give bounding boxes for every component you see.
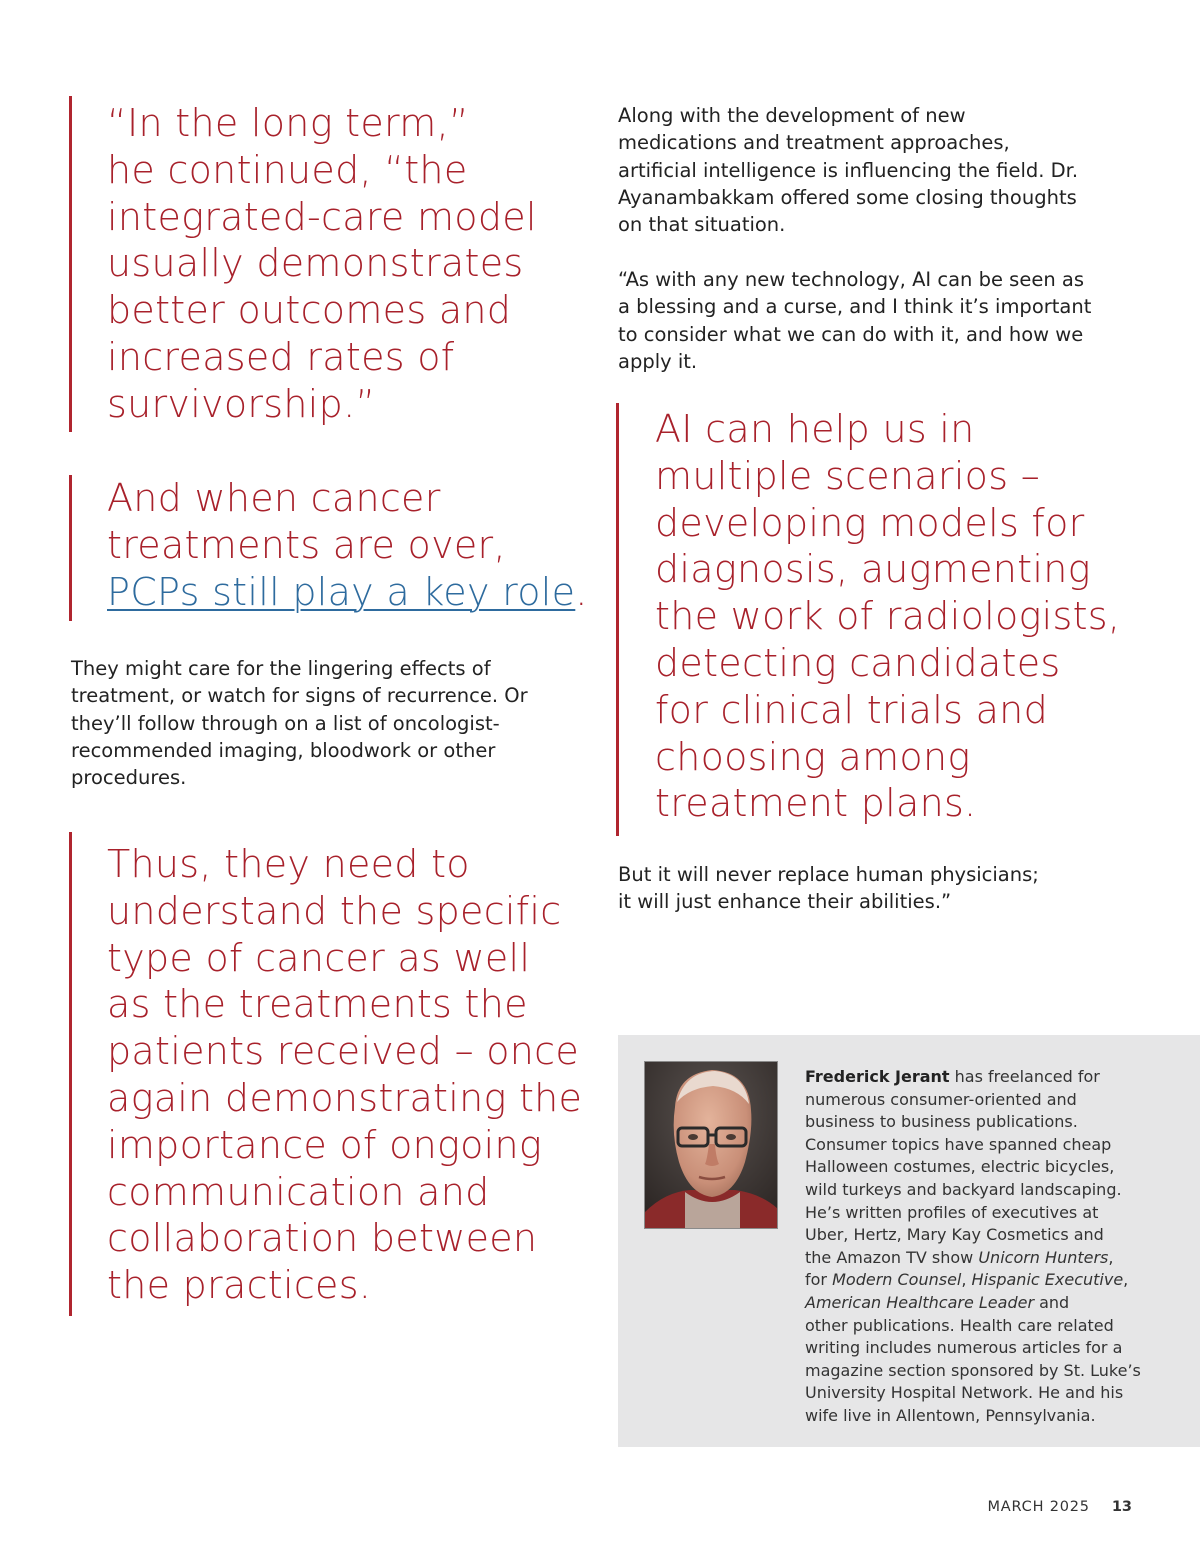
- quote-line: treatment plans.: [655, 781, 977, 826]
- text-line: they’ll follow through on a list of oncologist-: [71, 711, 500, 735]
- pull-quote-pcps: [69, 475, 588, 621]
- text-line: it will just enhance their abilities.”: [618, 890, 952, 914]
- text-line: “As with any new technology, AI can be seen as: [618, 268, 1084, 291]
- quote-line: AI can help us in: [655, 407, 975, 451]
- bio-line: wife live in Allentown, Pennsylvania.: [805, 1405, 1096, 1425]
- quote-line: understand the specific: [107, 888, 562, 933]
- quote-line: [107, 569, 588, 616]
- bio-line: He’s written profiles of executives at: [805, 1202, 1099, 1222]
- quote-line: increased rates of: [107, 334, 455, 379]
- bio-line: other publications. Health care related: [805, 1315, 1114, 1335]
- bio-line: magazine section sponsored by St. Luke’s: [805, 1360, 1141, 1380]
- quote-line: choosing among: [655, 734, 971, 779]
- quote-line: better outcomes and: [107, 288, 512, 333]
- author-bio-box: [618, 1035, 1200, 1447]
- quote-line: for clinical trials and: [655, 687, 1048, 732]
- bio-line: American Healthcare Leader and: [805, 1292, 1070, 1312]
- text-line: treatment, or watch for signs of recurrence. Or: [71, 684, 528, 708]
- author-bio-text: Frederick Jerant has freelanced for numerous consumer-oriented and business to business publications. Consumer topics have spanned cheap Halloween costumes, electric bicycles, wild turkeys and backyard landscaping. He’s written profiles of executives at Uber, Hertz, Mary Kay Cosmetics and the Amazon TV show Unicorn Hunters, for Modern Counsel, Hispanic Executive, American Healthcare Leader and other publications. Health care related writing includes numerous articles for a magazine section sponsored by St. Luke’s University Hospital Network. He and his wife live in Allentown, Pennsylvania.: [805, 1066, 1185, 1428]
- text-line: artificial intelligence is influencing the field. Dr.: [618, 158, 1079, 182]
- quote-line: usually demonstrates: [107, 241, 524, 286]
- quote-line: multiple scenarios –: [655, 453, 1040, 498]
- text-line: a blessing and a curse, and I think it’s important: [618, 295, 1092, 319]
- quote-line: he continued, “the: [107, 147, 468, 192]
- quote-line: diagnosis, augmenting: [655, 547, 1091, 592]
- pull-quote-understand: [69, 832, 582, 1316]
- page-footer: [960, 1499, 1132, 1515]
- quote-line: type of cancer as well: [107, 935, 531, 980]
- bio-line: University Hospital Network. He and his: [805, 1383, 1124, 1403]
- quote-line: integrated-care model: [107, 194, 537, 239]
- quote-line: “In the long term,”: [107, 101, 469, 145]
- quote-line: And when cancer: [107, 476, 441, 520]
- quote-line: detecting candidates: [655, 640, 1061, 685]
- quote-line: treatments are over,: [107, 522, 506, 567]
- text-line: to consider what we can do with it, and how we: [618, 322, 1084, 346]
- quote-line: survivorship.”: [107, 381, 376, 426]
- quote-line: collaboration between: [107, 1216, 538, 1261]
- paragraph-lingering-effects: [71, 655, 528, 791]
- text-line: on that situation.: [618, 213, 786, 237]
- bio-line: Halloween costumes, electric bicycles,: [805, 1157, 1115, 1177]
- pull-quote-long-term: [69, 96, 537, 432]
- page-number: 13: [1111, 1499, 1132, 1515]
- quote-line: again demonstrating the: [107, 1075, 583, 1120]
- text-line: They might care for the lingering effects of: [71, 657, 491, 680]
- bio-line: the Amazon TV show Unicorn Hunters,: [805, 1247, 1114, 1267]
- paragraph-ai-close: [618, 861, 1039, 916]
- bio-line: for Modern Counsel, Hispanic Executive,: [805, 1270, 1129, 1290]
- bio-line: numerous consumer-oriented and: [805, 1089, 1077, 1109]
- pcps-key-role-link[interactable]: PCPs still play a key role: [107, 569, 576, 614]
- text-line: But it will never replace human physicians;: [618, 863, 1039, 886]
- quote-line: the work of radiologists,: [655, 594, 1121, 639]
- text-line: apply it.: [618, 349, 698, 373]
- quote-line: importance of ongoing: [107, 1122, 543, 1167]
- quote-period: .: [575, 569, 588, 614]
- text-line: Along with the development of new: [618, 104, 966, 127]
- author-photo: [644, 1061, 778, 1229]
- publication-title: Unicorn Hunters: [978, 1247, 1109, 1267]
- author-name: Frederick Jerant: [805, 1067, 950, 1086]
- publication-title: Hispanic Executive: [971, 1270, 1124, 1290]
- quote-line: communication and: [107, 1169, 490, 1214]
- bio-line: writing includes numerous articles for a: [805, 1338, 1123, 1358]
- text-line: Ayanambakkam offered some closing thoughts: [618, 185, 1077, 209]
- paragraph-ai-intro: [618, 102, 1078, 238]
- quote-line: Thus, they need to: [107, 842, 470, 886]
- bio-line: business to business publications.: [805, 1112, 1078, 1132]
- quote-line: developing models for: [655, 500, 1085, 545]
- publication-title: Modern Counsel: [832, 1270, 962, 1290]
- text-line: medications and treatment approaches,: [618, 131, 1010, 155]
- bio-line: Consumer topics have spanned cheap: [805, 1134, 1112, 1154]
- publication-title: American Healthcare Leader: [805, 1292, 1035, 1312]
- text-line: procedures.: [71, 766, 187, 790]
- quote-line: as the treatments the: [107, 982, 528, 1027]
- pull-quote-ai-help: [616, 403, 1120, 836]
- quote-line: the practices.: [107, 1263, 372, 1308]
- issue-date: MARCH 2025: [987, 1499, 1090, 1515]
- paragraph-ai-quote-start: [618, 266, 1091, 375]
- bio-line: Uber, Hertz, Mary Kay Cosmetics and: [805, 1225, 1104, 1245]
- quote-line: patients received – once: [107, 1029, 580, 1074]
- text-line: recommended imaging, bloodwork or other: [71, 738, 496, 762]
- bio-line: wild turkeys and backyard landscaping.: [805, 1179, 1122, 1199]
